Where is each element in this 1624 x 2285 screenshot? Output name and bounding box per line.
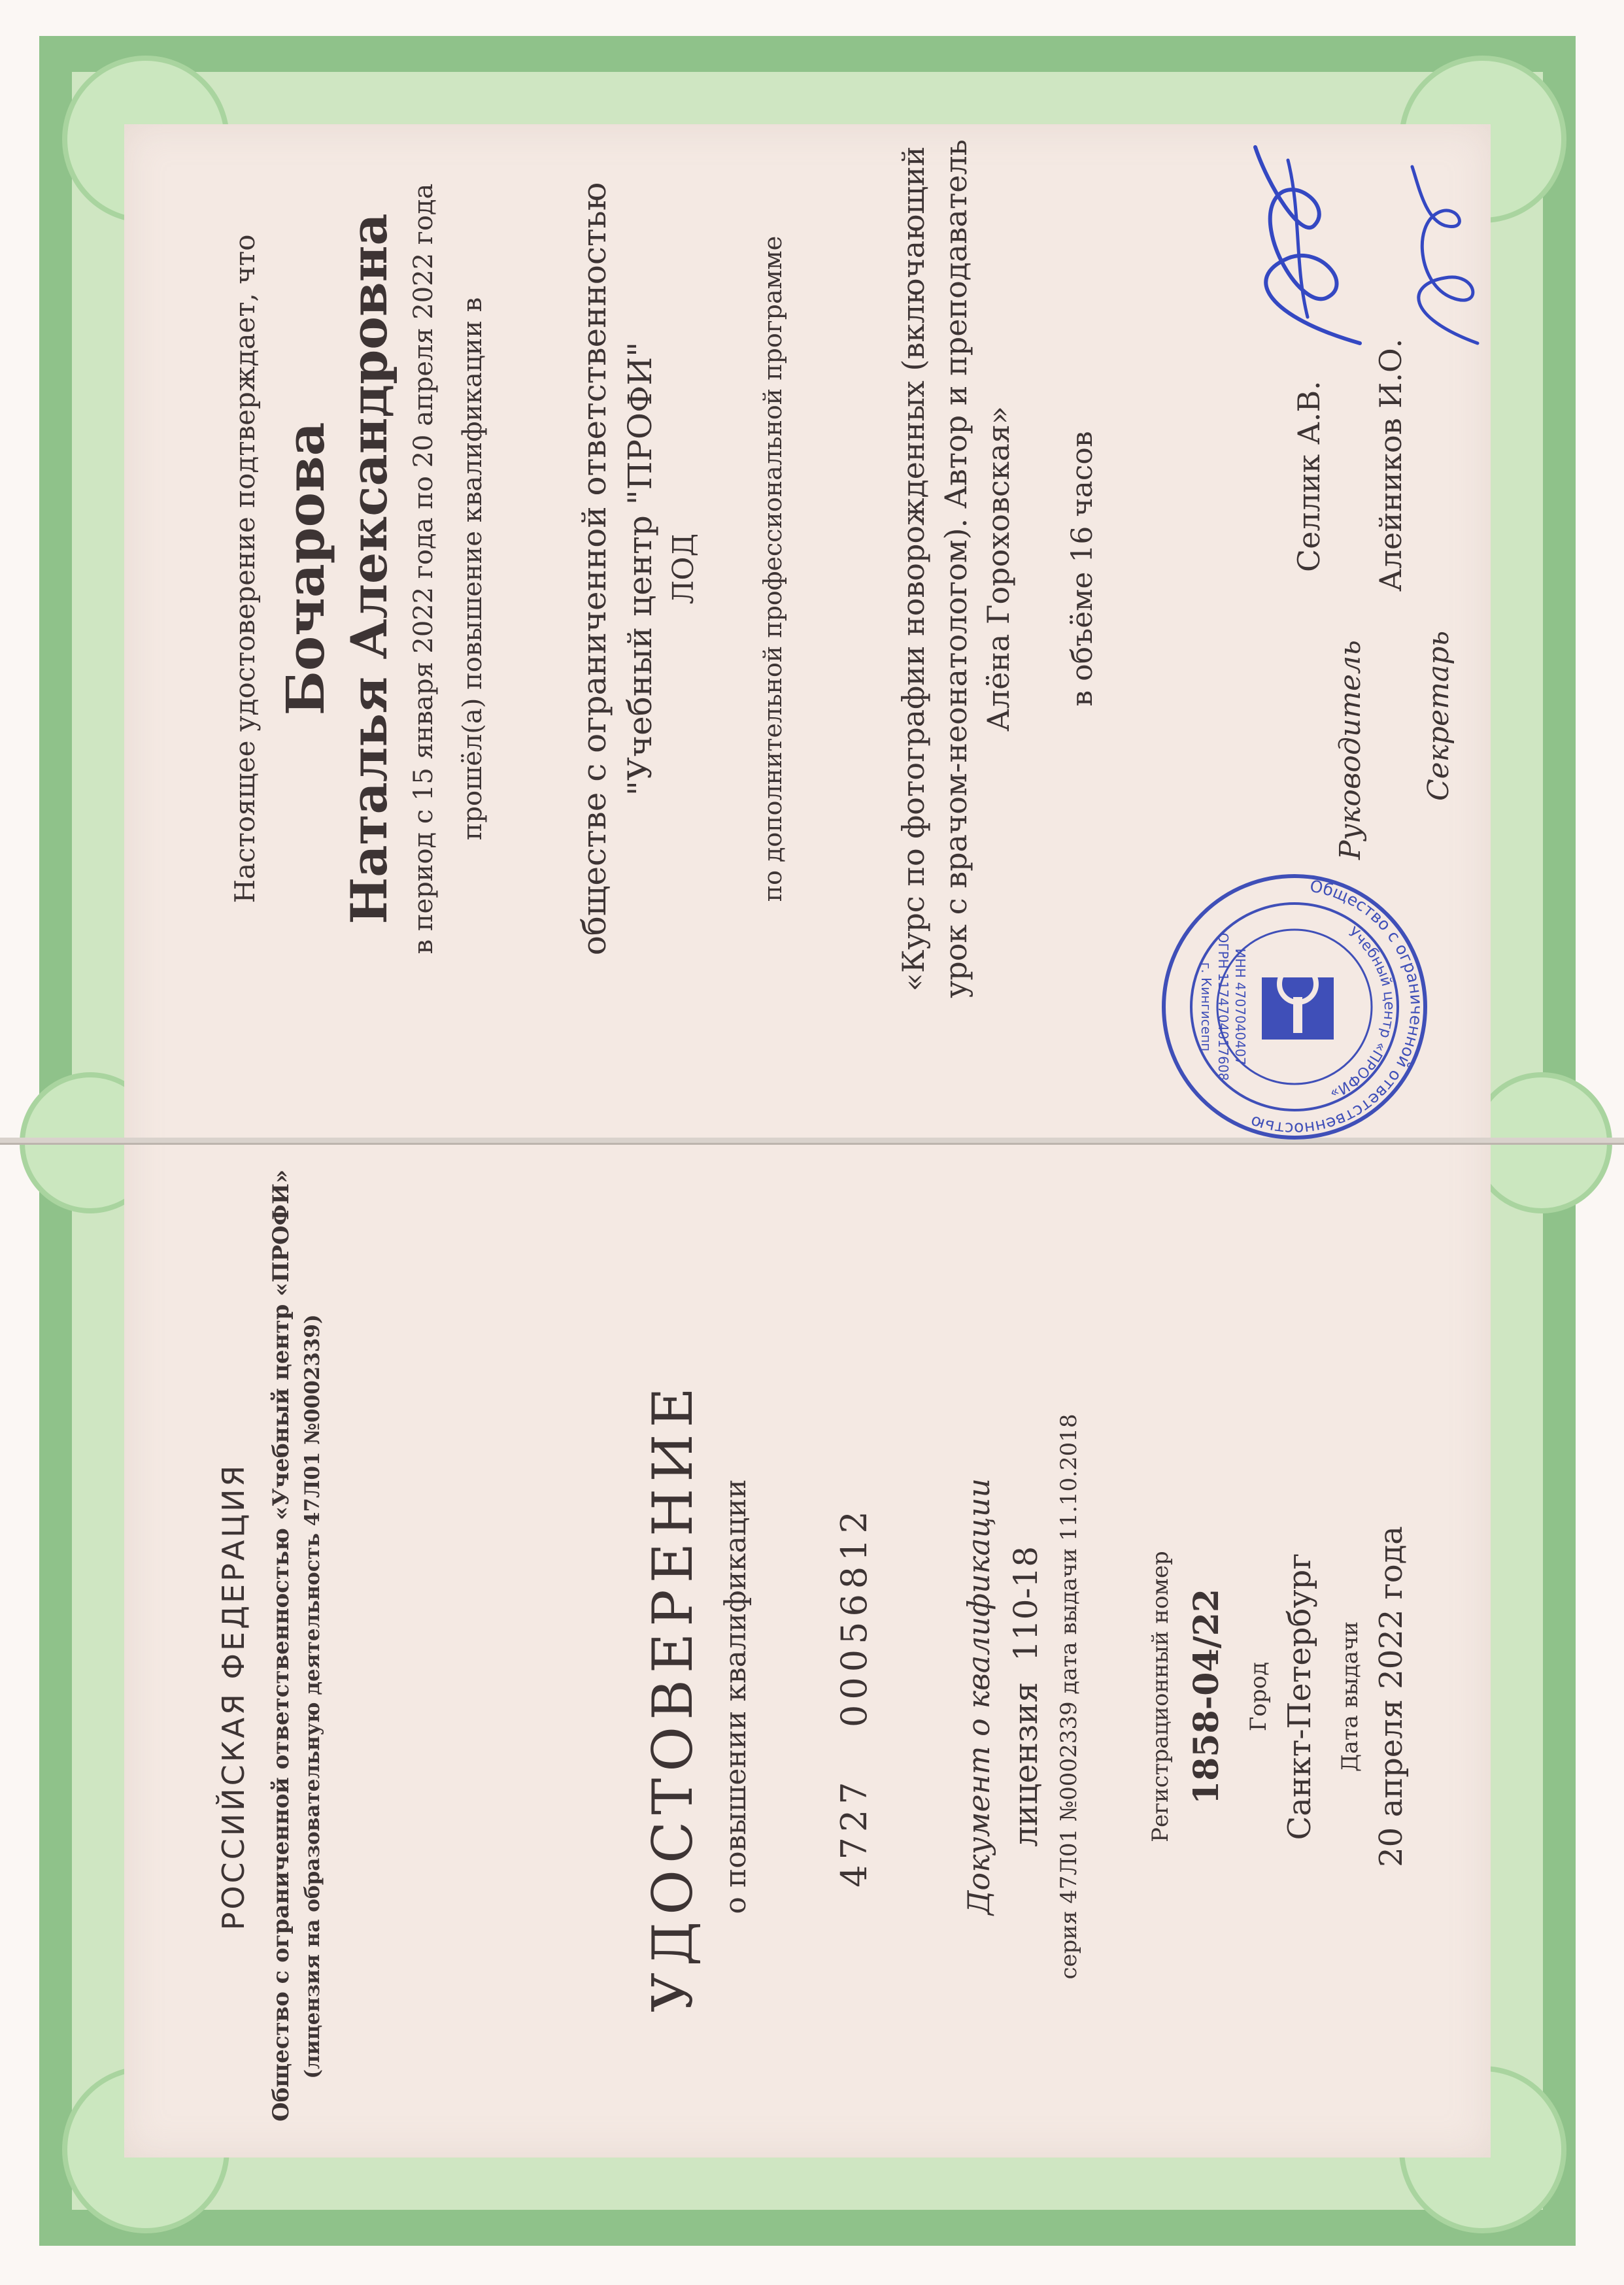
holder-given-names: Наталья Александровна: [340, 213, 398, 924]
series-number: 4727 00056812: [834, 1506, 875, 1887]
issuer-name: Общество с ограниченной ответственностью «Учебный центр «ПРОФИ»: [268, 1169, 294, 2122]
program-line-1: «Курс по фотографии новорожденных (включающий: [896, 146, 931, 992]
secretary-signature: [1379, 160, 1510, 356]
holder-surname: Бочарова: [275, 422, 336, 716]
program-line-2: урок с врачом-неонатологом). Автор и преподаватель: [938, 139, 973, 998]
org-line-3: ЛОД: [667, 533, 700, 605]
country-heading: РОССИЙСКАЯ ФЕДЕРАЦИЯ: [216, 1463, 251, 1931]
head-label: Руководитель: [1334, 640, 1367, 860]
reg-number: 1858-04/22: [1187, 1588, 1226, 1805]
city-label: Город: [1245, 1661, 1272, 1732]
city-name: Санкт-Петербург: [1281, 1553, 1318, 1840]
license-line: лицензия 110-18: [1007, 1546, 1045, 1848]
seal-inn: ИНН 4707040407: [1232, 948, 1248, 1066]
doc-type: Документ о квалификации: [961, 1478, 996, 1915]
org-line-1: обществе с ограниченной ответственностью: [575, 182, 613, 956]
seal-inner-text: Учебный центр «ПРОФИ»: [1327, 924, 1398, 1102]
secretary-label: Секретарь: [1422, 630, 1455, 801]
certifies-text: Настоящее удостоверение подтверждает, что: [229, 234, 261, 904]
head-signature: [1229, 134, 1399, 356]
issuer-license: (лицензия на образовательную деятельность 47Л01 №0002339): [301, 1314, 324, 2079]
head-name: Селлик А.В.: [1291, 381, 1327, 572]
organization-seal: [1157, 870, 1432, 1144]
study-period: в период с 15 января 2022 года по 20 апреля 2022 года: [409, 183, 439, 955]
org-line-2: "Учебный центр "ПРОФИ": [621, 341, 659, 796]
issue-date: 20 апреля 2022 года: [1373, 1526, 1410, 1867]
course-hours: в объёме 16 часов: [1066, 431, 1099, 707]
seal-city: г. Кингисепп: [1198, 962, 1214, 1052]
issue-date-label: Дата выдачи: [1337, 1621, 1363, 1772]
document-title: УДОСТОВЕРЕНИЕ: [641, 1381, 705, 2012]
program-intro: по дополнительной профессиональной программе: [758, 235, 787, 902]
license-details: серия 47Л01 №0002339 дата выдачи 11.10.2018: [1056, 1413, 1082, 1980]
secretary-name: Алейников И.О.: [1373, 338, 1408, 592]
reg-label: Регистрационный номер: [1147, 1551, 1174, 1842]
seal-ogrn: ОГРН 1174704017608: [1215, 932, 1231, 1081]
passed-text: прошёл(а) повышение квалификации в: [458, 297, 488, 841]
document-subtitle: о повышении квалификации: [719, 1479, 753, 1914]
seal-outer-text: Общество с ограниченной ответственностью: [1248, 876, 1427, 1139]
program-line-3: Алёна Гороховская»: [981, 406, 1016, 732]
